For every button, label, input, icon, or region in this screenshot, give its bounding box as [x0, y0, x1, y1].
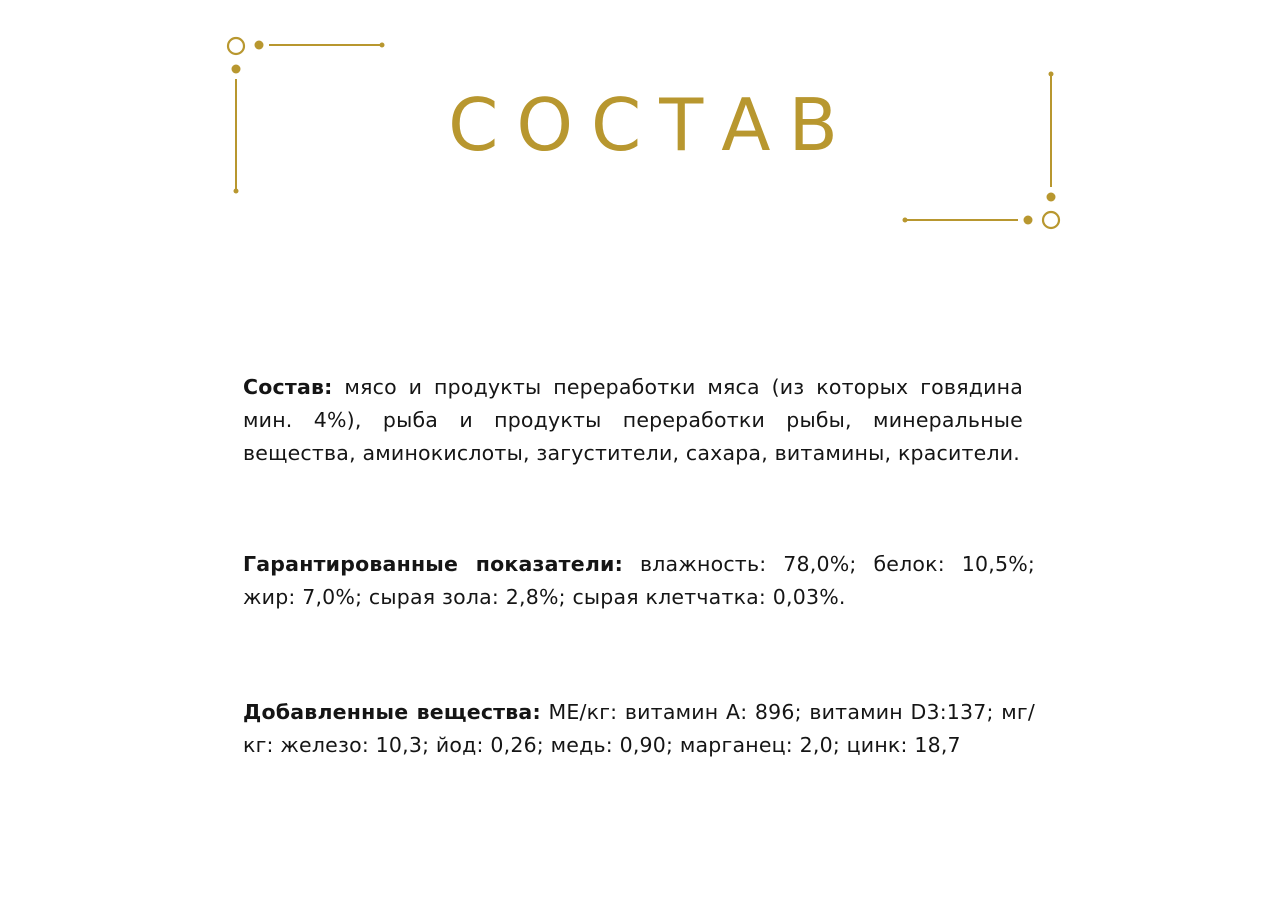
composition-text: мясо и продукты переработки мяса (из которых говядина мин. 4%), рыба и продукты переработки рыбы, минеральные вещества, аминокислоты, загустители, сахара, витамины, красители.: [243, 375, 1024, 465]
additives-paragraph: [243, 696, 1035, 762]
composition-label: Состав:: [243, 375, 333, 399]
composition-paragraph: [243, 371, 1023, 470]
guaranteed-indicators-text: влажность: 78,0%; белок: 10,5%; жир: 7,0%; сырая зола: 2,8%; сырая клетчатка: 0,03%.: [243, 552, 1036, 609]
additives-label: Добавленные вещества:: [243, 700, 541, 724]
guaranteed-indicators-label: Гарантированные показатели:: [243, 552, 624, 576]
guaranteed-indicators-paragraph: [243, 548, 1035, 614]
additives-text: МЕ/кг: витамин А: 896; витамин D3:137; мг/кг: железо: 10,3; йод: 0,26; медь: 0,90; марганец: 2,0; цинк: 18,7: [243, 700, 1035, 757]
page-title: СОСТАВ: [448, 83, 856, 167]
